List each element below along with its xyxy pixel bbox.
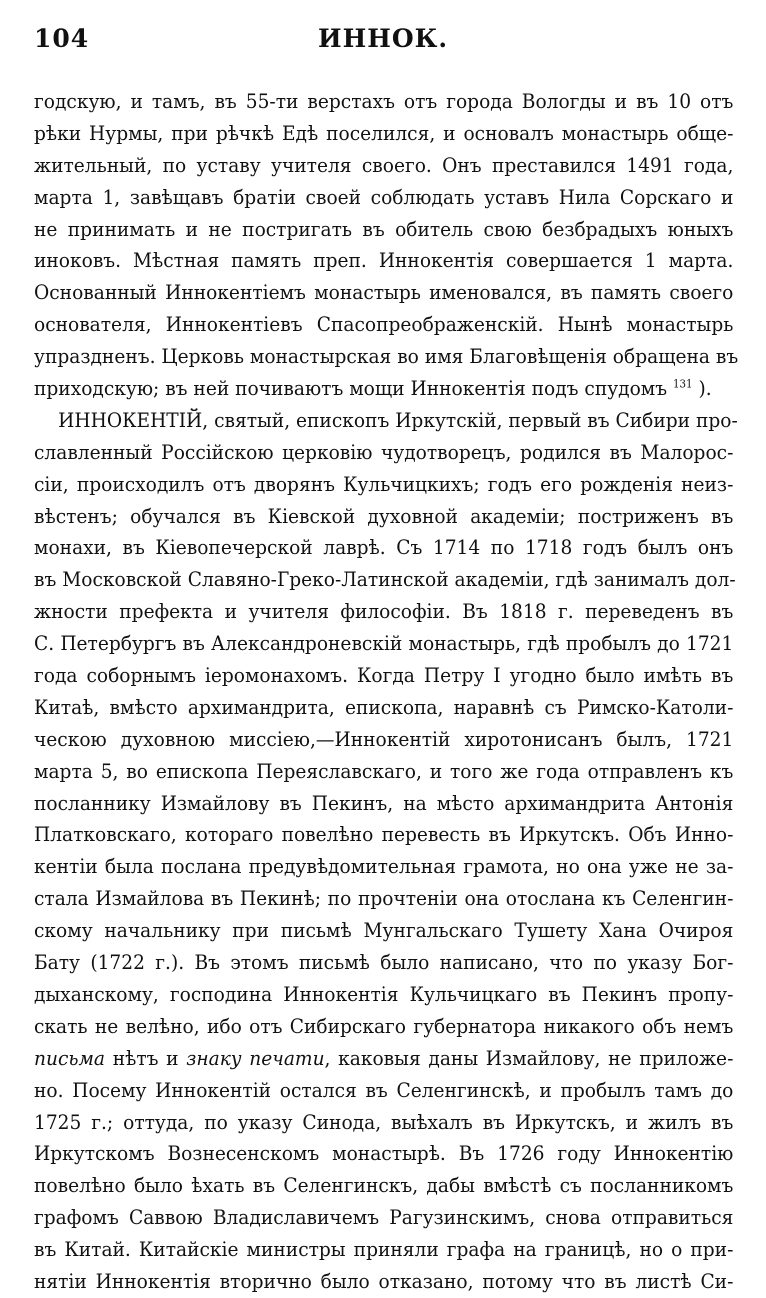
- body-text: [34, 86, 739, 1298]
- line-tail: ).: [698, 376, 712, 401]
- text-line: вѣстенъ; обучался въ Кіевской духовной академіи; постриженъ въ: [34, 503, 734, 528]
- text-line: 1725 г.; оттуда, по указу Синода, выѣхалъ въ Иркутскъ, и жилъ въ: [34, 1109, 734, 1134]
- text-line: жительный, по уставу учителя своего. Онъ преставился 1491 года,: [34, 152, 734, 177]
- text-line: дыханскому, господина Иннокентія Кульчицкаго въ Пекинъ пропу-: [34, 981, 734, 1006]
- text-line: но. Посему Иннокентій остался въ Селенгинскѣ, и пробылъ тамъ до: [34, 1077, 734, 1102]
- text-line-with-footnote: [34, 373, 733, 405]
- text-line: Платковскаго, котораго повелѣно перевесть въ Иркутскъ. Объ Инно-: [34, 822, 734, 847]
- text-line: въ Китай. Китайскіе министры приняли графа на границѣ, но о при-: [34, 1237, 734, 1262]
- text-line: повелѣно было ѣхать въ Селенгинскъ, дабы вмѣстѣ съ посланникомъ: [34, 1173, 734, 1198]
- text-line: посланнику Измайлову въ Пекинъ, на мѣсто архимандрита Антонія: [34, 790, 734, 815]
- text-line: скому начальнику при письмѣ Мунгальскаго Тушету Хана Очироя: [34, 918, 734, 943]
- text-line: С. Петербургъ въ Александроневскій монастырь, гдѣ пробылъ до 1721: [34, 631, 734, 656]
- text-line: Бату (1722 г.). Въ этомъ письмѣ было написано, что по указу Бог-: [34, 950, 734, 975]
- text-line: года соборнымъ іеромонахомъ. Когда Петру I угодно было имѣть въ: [34, 663, 734, 688]
- text-line: монахи, въ Кіевопечерской лаврѣ. Съ 1714 по 1718 годъ былъ онъ: [34, 535, 734, 560]
- text-line: упраздненъ. Церковь монастырская во имя Благовѣщенія обращена въ: [34, 344, 739, 369]
- text-line: славленный Россійскою церковію чудотворецъ, родился въ Малорос-: [34, 439, 734, 464]
- text-line: Основанный Иннокентіемъ монастырь именовался, въ память своего: [34, 280, 734, 305]
- text-line: марта 5, во епископа Переяславскаго, и того же года отправленъ къ: [34, 758, 734, 783]
- text-line: графомъ Саввою Владиславичемъ Рагузинскимъ, снова отправиться: [34, 1205, 734, 1230]
- running-head: ИННОК.: [317, 24, 449, 53]
- page-number: 104: [34, 24, 90, 53]
- text-line: нятіи Иннокентія вторично было отказано, потому что въ листѣ Си-: [34, 1268, 734, 1293]
- text-line: скать не велѣно, ибо отъ Сибирскаго губернатора никакого объ немъ: [34, 1013, 734, 1038]
- text-line-with-italics: [34, 1043, 733, 1075]
- text-line: рѣки Нурмы, при рѣчкѣ Едѣ поселился, и основалъ монастырь обще-: [34, 120, 734, 145]
- italic-phrase: знаку печати: [186, 1045, 325, 1070]
- text-line: Иркутскомъ Вознесенскомъ монастырѣ. Въ 1726 году Иннокентію: [34, 1141, 734, 1166]
- text-line: не принимать и не постригать въ обитель свою безбрадыхъ юныхъ: [34, 216, 734, 241]
- text-line: сіи, происходилъ отъ дворянъ Кульчицкихъ; годъ его рожденія неиз-: [34, 471, 734, 496]
- text-line: годскую, и тамъ, въ 55-ти верстахъ отъ города Вологды и въ 10 отъ: [34, 89, 734, 113]
- line-fragment: нѣтъ и: [112, 1045, 179, 1070]
- text-line: иноковъ. Мѣстная память преп. Иннокентія совершается 1 марта.: [34, 248, 734, 273]
- text-line: кентіи была послана предувѣдомительная грамота, но она уже не за-: [34, 854, 734, 879]
- text-line: ческою духовною миссіею,—Иннокентій хиротонисанъ былъ, 1721: [34, 726, 734, 751]
- paragraph-start-line: ИННОКЕНТІЙ, святый, епископъ Иркутскій, первый въ Сибири про-: [58, 407, 738, 432]
- line-fragment: , каковыя даны Измайлову, не приложе-: [324, 1045, 734, 1070]
- text-line: жности префекта и учителя философіи. Въ 1818 г. переведенъ въ: [34, 599, 734, 624]
- footnote-ref: 131: [673, 377, 693, 391]
- text-line: марта 1, завѣщавъ братіи своей соблюдать уставъ Нила Сорскаго и: [34, 184, 734, 209]
- page-header: [34, 24, 732, 64]
- text-line: Китаѣ, вмѣсто архимандрита, епископа, наравнѣ съ Римско-Католи-: [34, 694, 734, 719]
- text-line: основателя, Иннокентіевъ Спасопреображенскій. Нынѣ монастырь: [34, 312, 734, 337]
- italic-phrase: письма: [34, 1045, 106, 1070]
- line-text: приходскую; въ ней почиваютъ мощи Иннокентія подъ спудомъ: [34, 376, 668, 401]
- text-line: въ Московской Славяно-Греко-Латинской академіи, гдѣ занималъ дол-: [34, 567, 736, 592]
- text-line: стала Измайлова въ Пекинѣ; по прочтеніи она отослана къ Селенгин-: [34, 886, 734, 911]
